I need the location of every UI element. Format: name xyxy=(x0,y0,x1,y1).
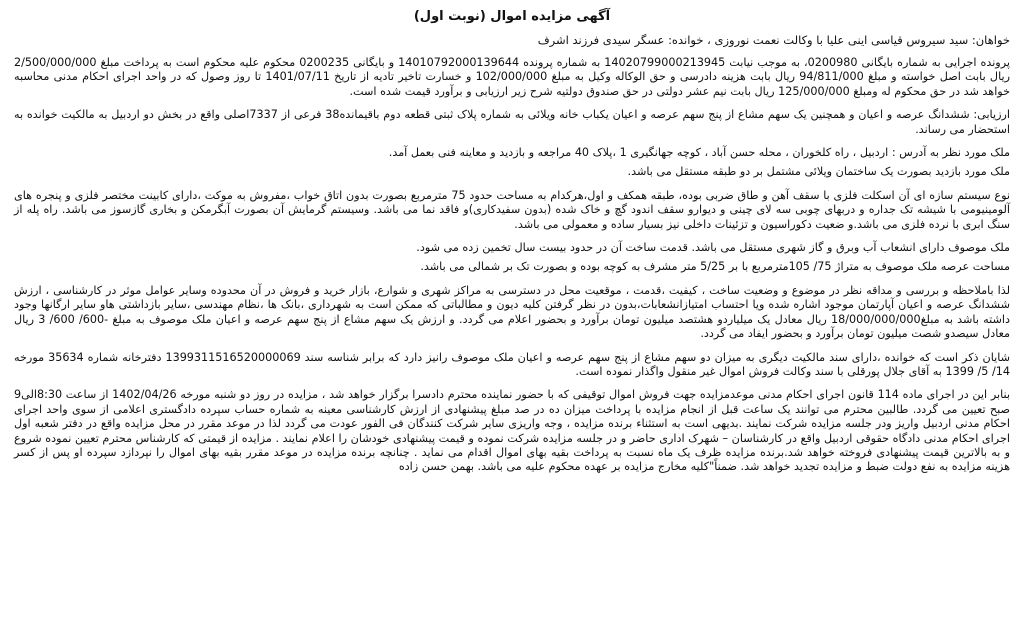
appraisal-paragraph: ارزیابی: ششدانگ عرصه و اعیان و همچنین یک سهم مشاع از پنج سهم عرصه و اعیان یکباب خانه ویلائی به شماره پلاک ثبتی قطعه دوم باقیمانده38 فرعی از 7337اصلی واقع در بخش دو اردبیل به مالکیت خوانده به استحضار می رساند. xyxy=(14,108,1010,136)
auction-terms-paragraph: بنابر این در اجرای ماده 114 قانون اجرای احکام مدنی موعدمزایده جهت فروش اموال توقیفی که با حضور نماینده محترم دادسرا برگزار خواهد شد ، مزایده در روز دو شنبه مورخه 1402/04/26 از ساعت 8:30الی9 صبح تعیین می گردد. طالبین محترم می توانند یک ساعت قبل از انجام مزایده با پرداخت میزان ده در صد مبلغ پیشنهادی از ارزش کارشناسی معینه به شماره حساب سپرده دادگستری اعلامی از سوی واحد اجرای احکام مدنی اردبیل واریز ودر جلسه مزایده شرکت نمایند .بدیهی است به استثناء برنده مزایده ، وجه واریزی سایر شرکت کنندگان فی الفور عودت می گردد لذا در موعد مقرر در محل مزایده واقع در دفتر شعبه اول اجرای احکام مدنی دادگاه حقوقی اردبیل واقع در کارشناسان – شهرک اداری حاضر و در جلسه مزایده شرکت نموده و قیمت پیشنهادی خودشان را اعلام نمایند . مزایده از قیمتی که کارشناس محترم تعیین نموده شروع و به بالاترین قیمت پیشنهادی فروخته خواهد شد.برنده مزایده ظرف یک ماه نسبت به پرداخت بقیه بهای اموال اقدام می نماید . چنانچه برنده مزایده در موعد مقرر بقیه بهای اموال را نپردازد سپرده او پس از کسر هزینه مزایده به نفع دولت ضبط و مزایده تجدید خواهد شد. ضمناً"کلیه مخارج مزایده بر عهده محکوم علیه می باشد. بهمن حسن زاده xyxy=(14,388,1011,474)
parties-line: خواهان: سید سیروس قیاسی اینی علیا با وکالت نعمت نوروزی ، خوانده: عسگر سیدی فرزند اشرف xyxy=(537,33,1010,47)
notice-title: آگهی مزایده اموال (نوبت اول) xyxy=(413,9,611,24)
case-paragraph: پرونده اجرایی به شماره بایگانی 0200980، به موجب نیابت 14020799000213945 به شماره پرونده 14010792000139644 و بایگانی 0200235 محکوم علیه محکوم است به پرداخت مبلغ 2/500/000/000 ریال بابت اصل خواسته و مبلغ 94/811/000 ریال بابت هزینه دادرسی و حق الوکاله وکیل به مبلغ 102/000/000 و خسارت تاخیر تادیه از تاریخ 1401/07/11 تا روز وصول که در واحد اجرای احکام مدنی محاسبه خواهد شد در حق محکوم له ومبلغ 125/000/000 ریال بابت نیم عشر دولتی در حق صندوق دولتیه شرح زیر ارزیابی و برآورد قیمت شده است. xyxy=(14,56,1011,98)
area-paragraph: مساحت عرصه ملک موصوف به متراژ 75/ 105مترمربع با بر 5/25 متر مشرف به کوچه بوده و بصورت تک بر شمالی می باشد. xyxy=(420,260,1010,274)
structure-paragraph: نوع سیستم سازه ای آن اسکلت فلزی با سقف آهن و طاق ضربی بوده، طبقه همکف و اول،هرکدام به مساحت حدود 75 مترمربع بصورت بدون اتاق خواب ،مفروش به موکت ،دارای کابینت مختصر فلزی و پنجره های آلومینیومی با شیشه تک جداره و دربهای چوبی سه لای چینی و دیوارو سقف اندود گچ و خاک شده (بدون سفیدکاری)و فاقد نما می باشد. وسیستم گرمایش آن بصورت آبگرمکن و بخاری گازسوز می باشد. راه پله از سنگ ابری با نرده فلزی می باشد.و ضعیت دکوراسیون و تزئینات داخلی نیز بسیار ساده و معمولی می باشد. xyxy=(14,188,1010,231)
ownership-paragraph: شایان ذکر است که خوانده ،دارای سند مالکیت دیگری به میزان دو سهم مشاع از پنج سهم عرصه و اعیان ملک موصوف رانیز دارد که برابر شناسه سند 1399311516520000069 دفترخانه شماره 35634 مورخه 14/ 5/ 1399 به آقای جلال پورقلی با سند وکالت فروش اموال غیر منقول واگذار نموده است. xyxy=(14,350,1011,378)
building-paragraph: ملک مورد بازدید بصورت یک ساختمان ویلائی مشتمل بر دو طبقه مستقل می باشد. xyxy=(627,165,1010,179)
utilities-paragraph: ملک موصوف دارای انشعاب آب وبرق و گاز شهری مستقل می باشد. قدمت ساخت آن در حدود بیست سال تخمین زده می شود. xyxy=(416,241,1010,255)
address-paragraph: ملک مورد نظر به آدرس : اردبیل ، راه کلخوران ، محله حسن آباد ، کوچه جهانگیری 1 ،پلاک 40 مراجعه و بازدید و معاینه فنی بعمل آمد. xyxy=(388,146,1010,160)
valuation-paragraph: لذا باملاحظه و بررسی و مداقه نظر در موضوع و وضعیت ساخت ، کیفیت ،قدمت ، موقعیت محل در دسترسی به مراکز شهری و شوارع، بازار خرید و فروش در آن محدوده وسایر عوامل موثر در کارشناسی ، ارزش ششدانگ عرصه و اعیان آپارتمان موجود اشاره شده ویا احتساب امتیازانشعابات،بدون در نظر گرفتن کلیه دیون و مطالباتی که ممکن است به شهرداری ،بانک ها ،نظام مهندسی ،سایر بازداشتی هاو سایر ارگانها وجود داشته باشد به مبلغ18/000/000/000 ریال معادل یک میلیاردو هشتصد میلیون تومان برآورد و بحضور اعلام می گردد. و ارزش یک سهم مشاع از پنج سهم عرصه و اعیان ملک موصوف به مبلغ -600/ 600/ 3 ریال معادل سیصدو شصت میلیون تومان برآورد و بحضور ایفاد می گردد. xyxy=(14,283,1010,341)
